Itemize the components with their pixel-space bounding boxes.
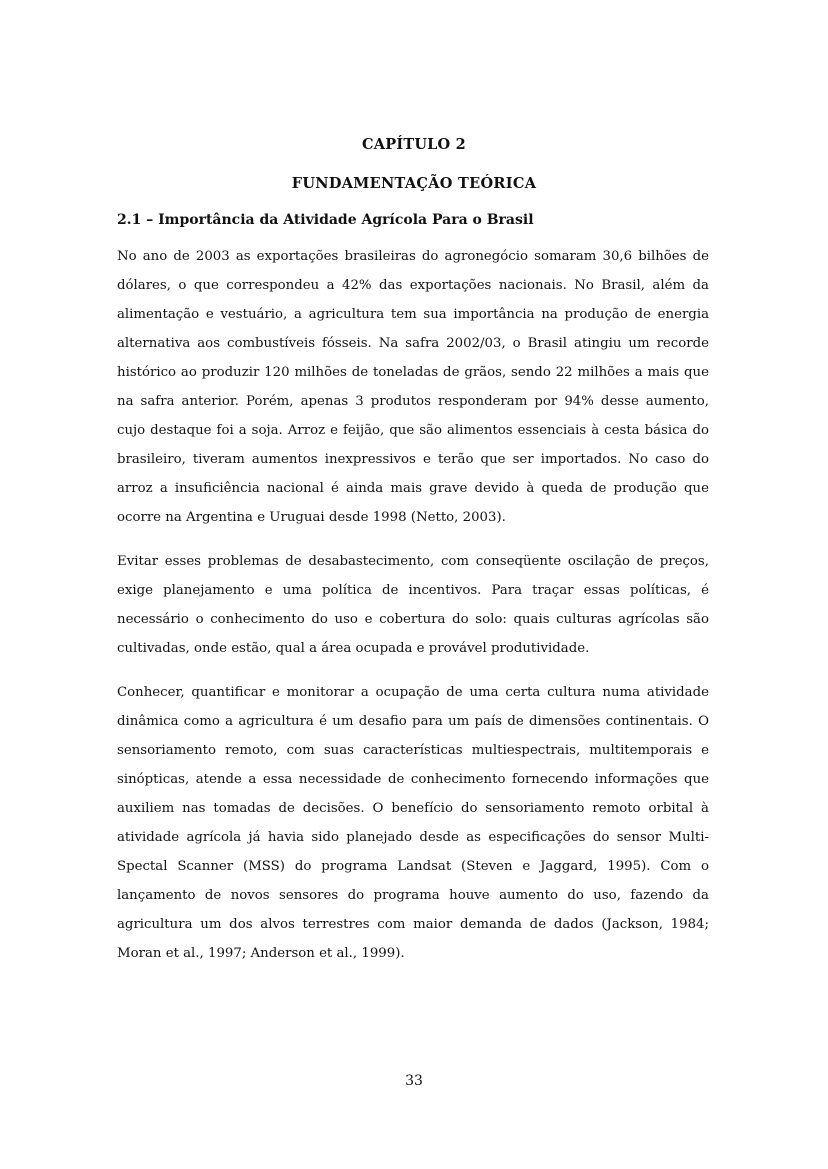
paragraph-3: Conhecer, quantificar e monitorar a ocupação de uma certa cultura numa atividade dinâmica como a agricultura é um desafio para um país de dimensões continentais. O sensoriamento remoto, com suas características multiespectrais, multitemporais e sinópticas, atende a essa necessidade de conhecimento fornecendo informações que auxiliem nas tomadas de decisões. O benefício do sensoriamento remoto orbital à atividade agrícola já havia sido planejado desde as especificações do sensor Multi-Spectal Scanner (MSS) do programa Landsat (Steven e Jaggard, 1995). Com o lançamento de novos sensores do programa houve aumento do uso, fazendo da agricultura um dos alvos terrestres com maior demanda de dados (Jackson, 1984; Moran et al., 1997; Anderson et al., 1999). [117,685,709,961]
paragraph-1: No ano de 2003 as exportações brasileiras do agronegócio somaram 30,6 bilhões de dólares, o que correspondeu a 42% das exportações nacionais. No Brasil, além da alimentação e vestuário, a agricultura tem sua importância na produção de energia alternativa aos combustíveis fósseis. Na safra 2002/03, o Brasil atingiu um recorde histórico ao produzir 120 milhões de toneladas de grãos, sendo 22 milhões a mais que na safra anterior. Porém, apenas 3 produtos responderam por 94% desse aumento, cujo destaque foi a soja. Arroz e feijão, que são alimentos essenciais à cesta básica do brasileiro, tiveram aumentos inexpressivos e terão que ser importados. No caso do arroz a insuficiência nacional é ainda mais grave devido à queda de produção que ocorre na Argentina e Uruguai desde 1998 (Netto, 2003). [117,249,709,525]
section-heading: 2.1 – Importância da Atividade Agrícola Para o Brasil [117,212,534,228]
paragraph-2: Evitar esses problemas de desabastecimento, com conseqüente oscilação de preços, exige planejamento e uma política de incentivos. Para traçar essas políticas, é necessário o conhecimento do uso e cobertura do solo: quais culturas agrícolas são cultivadas, onde estão, qual a área ocupada e provável produtividade. [117,554,709,656]
chapter-title: FUNDAMENTAÇÃO TEÓRICA [291,175,537,192]
chapter-label: CAPÍTULO 2 [362,136,466,153]
page-number: 33 [405,1073,423,1089]
